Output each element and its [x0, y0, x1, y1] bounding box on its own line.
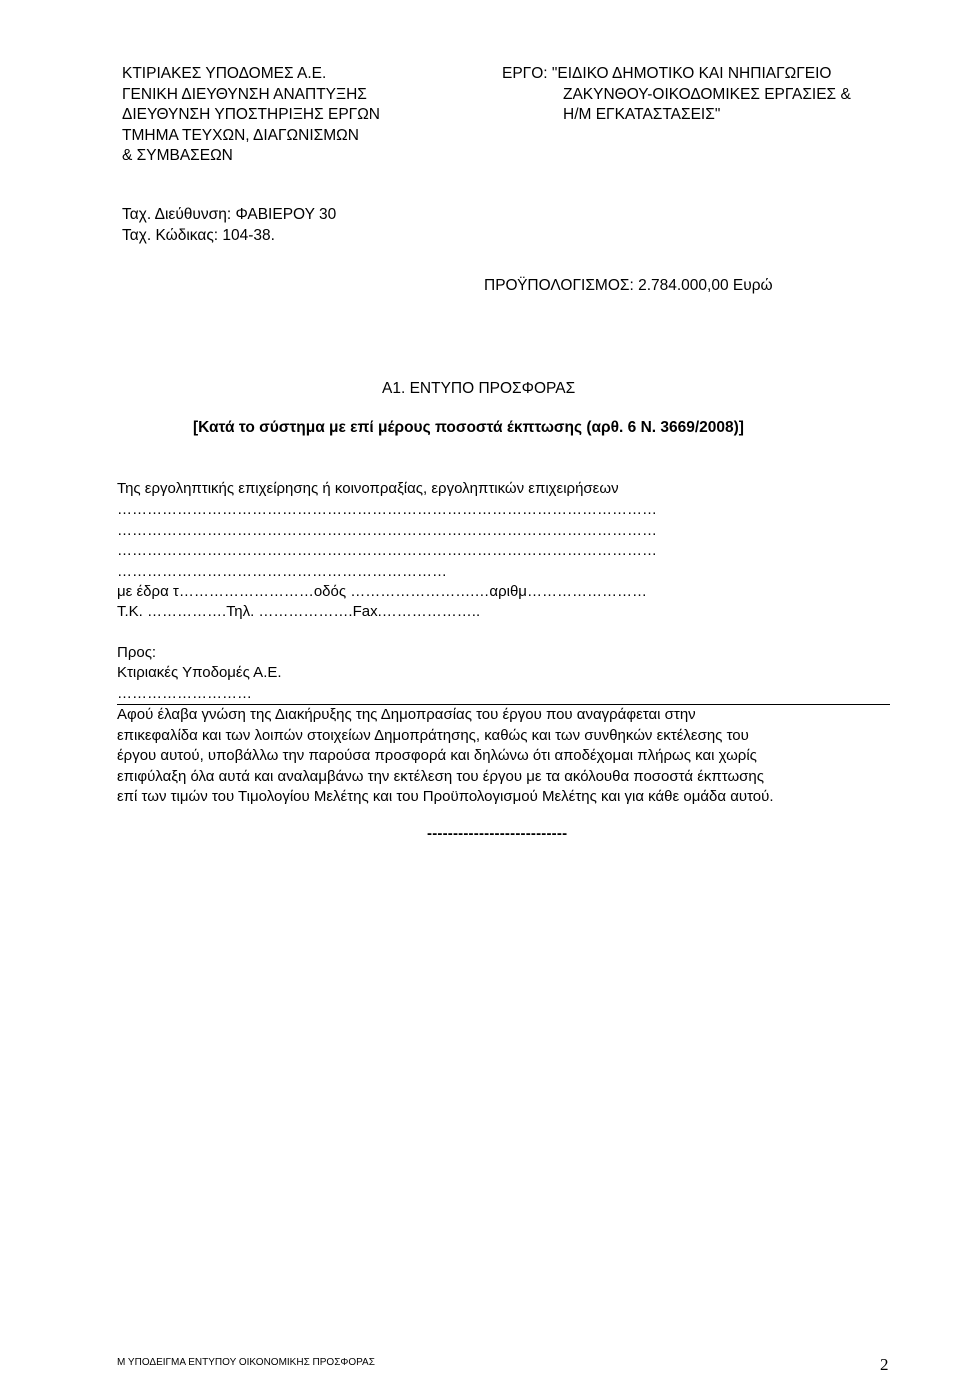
project-line-3: Η/Μ ΕΓΚΑΤΑΣΤΑΣΕΙΣ" [563, 106, 721, 123]
project-line-1: ΕΡΓΟ: "ΕΙΔΙΚΟ ΔΗΜΟΤΙΚΟ ΚΑΙ ΝΗΠΙΑΓΩΓΕΙΟ [502, 65, 832, 82]
address-block [122, 205, 336, 246]
declaration-line-3: έργου αυτού, υποβάλλω την παρούσα προσφορά και δηλώνω ότι αποδέχομαι πλήρως και χωρίς [117, 747, 757, 764]
company-intro: Της εργοληπτικής επιχείρησης ή κοινοπραξίας, εργοληπτικών επιχειρήσεων [117, 480, 619, 497]
declaration-paragraph [117, 705, 774, 808]
seat-line: με έδρα τ………………………οδός …………………….…αριθμ…………………… [117, 583, 647, 600]
declaration-line-4: επιφύλαξη όλα αυτά και αναλαμβάνω την εκτέλεση του έργου με τα ακόλουθα ποσοστά έκπτωσης [117, 767, 764, 785]
form-subtitle: [Κατά το σύστημα με επί μέρους ποσοστά έκπτωσης (αρθ. 6 Ν. 3669/2008)] [193, 419, 744, 436]
contact-line: Τ.Κ. …………….Τηλ. ……………….Fax.……………….. [117, 603, 481, 620]
budget: ΠΡΟΫΠΟΛΟΓΙΣΜΟΣ: 2.784.000,00 Ευρώ [484, 277, 773, 294]
issuer-line-3: ΔΙΕΥΘΥΝΣΗ ΥΠΟΣΤΗΡΙΞΗΣ ΕΡΓΩΝ [122, 106, 380, 123]
issuer-block [122, 64, 380, 167]
address-line-2: Ταχ. Κώδικας: 104-38. [122, 226, 275, 244]
declaration-line-5: επί των τιμών του Τιμολογίου Μελέτης και του Προϋπολογισμού Μελέτης και για κάθε ομάδα αυτού. [117, 788, 774, 805]
recipient-fill-line: ……………………… [117, 685, 252, 702]
to-label: Προς: [117, 644, 157, 661]
project-line-2: ΖΑΚΥΝΘΟΥ-ΟΙΚΟΔΟΜΙΚΕΣ ΕΡΓΑΣΙΕΣ & [563, 85, 851, 103]
fill-line-2: ……………………………………………………………………………………………… [117, 522, 657, 539]
footer-text: Μ ΥΠΟΔΕΙΓΜΑ ΕΝΤΥΠΟΥ ΟΙΚΟΝΟΜΙΚΗΣ ΠΡΟΣΦΟΡΑΣ [117, 1357, 375, 1368]
recipient-name: Κτιριακές Υποδομές Α.Ε. [117, 664, 282, 681]
separator: --------------------------- [427, 825, 568, 842]
fill-line-3: ……………………………………………………………………………………………… [117, 542, 657, 559]
declaration-line-2: επικεφαλίδα και των λοιπών στοιχείων Δημοπράτησης, καθώς και των συνθηκών εκτέλεσης του [117, 726, 749, 744]
fill-line-1: ……………………………………………………………………………………………… [117, 501, 657, 518]
issuer-line-5: & ΣΥΜΒΑΣΕΩΝ [122, 147, 233, 164]
address-line-1: Ταχ. Διεύθυνση: ΦΑΒΙΕΡΟΥ 30 [122, 206, 337, 223]
declaration-line-1: Αφού έλαβα γνώση της Διακήρυξης της Δημοπρασίας του έργου που αναγράφεται στην [117, 706, 696, 723]
form-title: Α1. ΕΝΤΥΠΟ ΠΡΟΣΦΟΡΑΣ [382, 380, 576, 397]
page-number: 2 [880, 1355, 889, 1374]
issuer-line-4: ΤΜΗΜΑ ΤΕΥΧΩΝ, ΔΙΑΓΩΝΙΣΜΩΝ [122, 126, 359, 144]
fill-line-4: ………………………………………………………… [117, 563, 447, 580]
issuer-line-1: ΚΤΙΡΙΑΚΕΣ ΥΠΟΔΟΜΕΣ Α.Ε. [122, 65, 327, 82]
issuer-line-2: ΓΕΝΙΚΗ ΔΙΕΥΘΥΝΣΗ ΑΝΑΠΤΥΞΗΣ [122, 85, 367, 103]
project-block [502, 64, 851, 126]
